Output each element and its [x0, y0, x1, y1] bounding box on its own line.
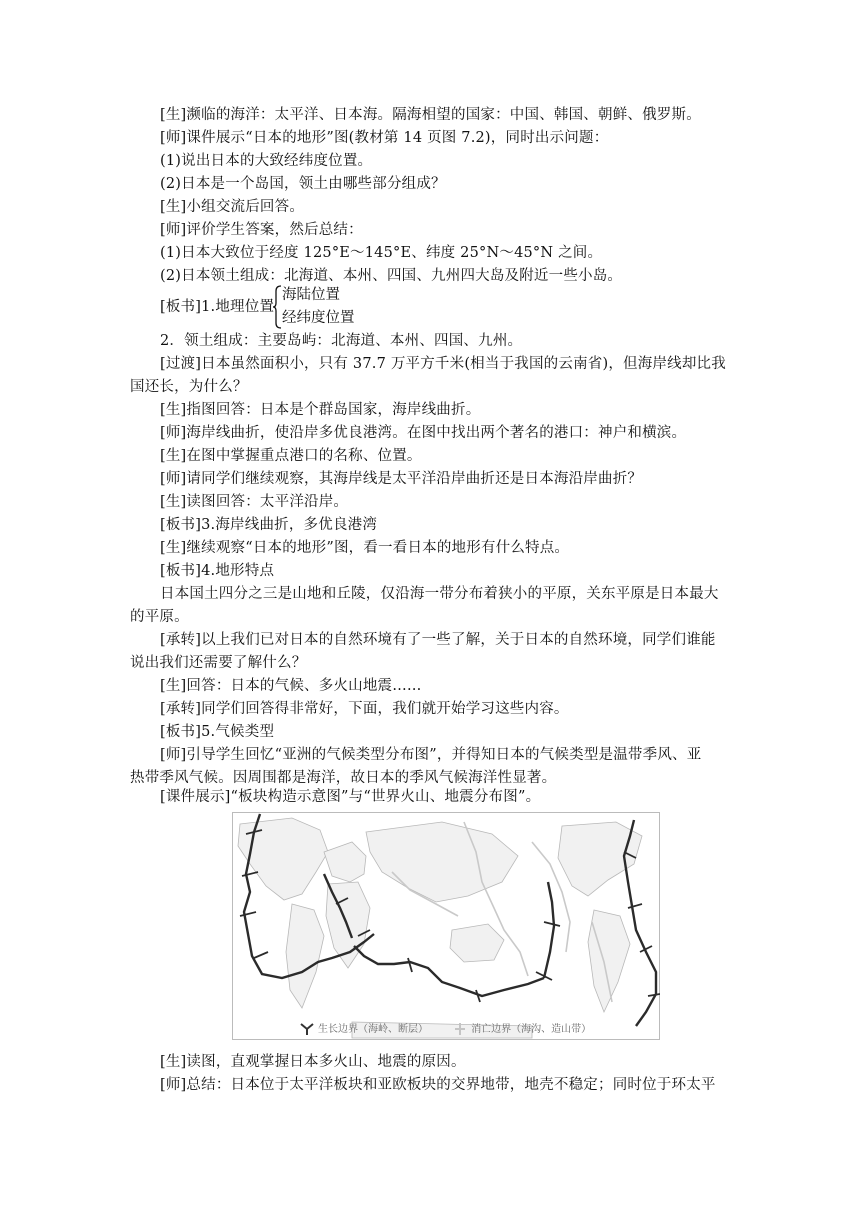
paragraph: [生]回答：日本的气候、多火山地震……	[160, 678, 422, 694]
board-note-location: [板书]1.地理位置	[160, 299, 275, 315]
paragraph: [生]指图回答：日本是个群岛国家，海岸线曲折。	[160, 402, 481, 418]
legend-label: 生长边界（海岭、断层）	[318, 1024, 428, 1035]
paragraph: (2)日本是一个岛国，领土由哪些部分组成？	[160, 176, 446, 192]
paragraph: [生]读图回答：太平洋沿岸。	[160, 494, 349, 510]
paragraph: 国还长，为什么？	[130, 379, 248, 395]
paragraph: [板书]4.地形特点	[160, 563, 275, 579]
paragraph: [生]读图，直观掌握日本多火山、地震的原因。	[160, 1054, 466, 1070]
paragraph: [板书]5.气候类型	[160, 724, 275, 740]
paragraph: [师]请同学们继续观察，其海岸线是太平洋沿岸曲折还是日本海沿岸曲折？	[160, 471, 643, 487]
paragraph: 的平原。	[130, 609, 189, 625]
legend-item-subduction	[453, 1020, 591, 1036]
legend-item-growth	[300, 1020, 428, 1036]
paragraph: (1)日本大致位于经度 125°E～145°E、纬度 25°N～45°N 之间。	[160, 245, 603, 261]
paragraph: (1)说出日本的大致经纬度位置。	[160, 153, 373, 169]
paragraph: 说出我们还需要了解什么？	[130, 655, 307, 671]
paragraph: [师]课件展示“日本的地形”图(教材第 14 页图 7.2)，同时出示问题：	[160, 130, 609, 146]
paragraph: 日本国土四分之三是山地和丘陵，仅沿海一带分布着狭小的平原，关东平原是日本最大	[160, 586, 719, 602]
paragraph: [师]引导学生回忆“亚洲的气候类型分布图”，并得知日本的气候类型是温带季风、亚	[160, 747, 702, 763]
paragraph: [师]海岸线曲折，使沿岸多优良港湾。在图中找出两个著名的港口：神户和横滨。	[160, 425, 687, 441]
legend-label: 消亡边界（海沟、造山带）	[471, 1024, 592, 1035]
paragraph: [生]在图中掌握重点港口的名称、位置。	[160, 448, 422, 464]
paragraph: [课件展示]“板块构造示意图”与“世界火山、地震分布图”。	[160, 789, 541, 805]
paragraph: [板书]3.海岸线曲折，多优良港湾	[160, 517, 378, 533]
paragraph: 2．领土组成：主要岛屿：北海道、本州、四国、九州。	[160, 333, 523, 349]
board-subitem: 海陆位置	[282, 287, 340, 303]
paragraph: (2)日本领土组成：北海道、本州、四国、九州四大岛及附近一些小岛。	[160, 268, 623, 284]
map-legend	[300, 1020, 613, 1036]
paragraph: [师]评价学生答案，然后总结：	[160, 222, 363, 238]
paragraph: [承转]同学们回答得非常好，下面，我们就开始学习这些内容。	[160, 701, 569, 717]
paragraph: [生]濒临的海洋：太平洋、日本海。隔海相望的国家：中国、韩国、朝鲜、俄罗斯。	[160, 107, 701, 123]
plate-boundary-map	[232, 812, 660, 1042]
paragraph: [师]总结：日本位于太平洋板块和亚欧板块的交界地带，地壳不稳定；同时位于环太平	[160, 1077, 716, 1093]
paragraph: [承转]以上我们已对日本的自然环境有了一些了解，关于日本的自然环境，同学们谁能	[160, 632, 716, 648]
board-subitem: 经纬度位置	[282, 310, 355, 326]
paragraph: [生]小组交流后回答。	[160, 199, 305, 215]
growth-boundary-icon	[300, 1022, 314, 1036]
paragraph: [生]继续观察“日本的地形”图，看一看日本的地形有什么特点。	[160, 540, 570, 556]
paragraph: 热带季风气候。因周围都是海洋，故日本的季风气候海洋性显著。	[130, 770, 557, 786]
paragraph: [过渡]日本虽然面积小，只有 37.7 万平方千米(相当于我国的云南省)，但海岸线却比我	[160, 356, 726, 372]
subduction-boundary-icon	[453, 1022, 467, 1036]
